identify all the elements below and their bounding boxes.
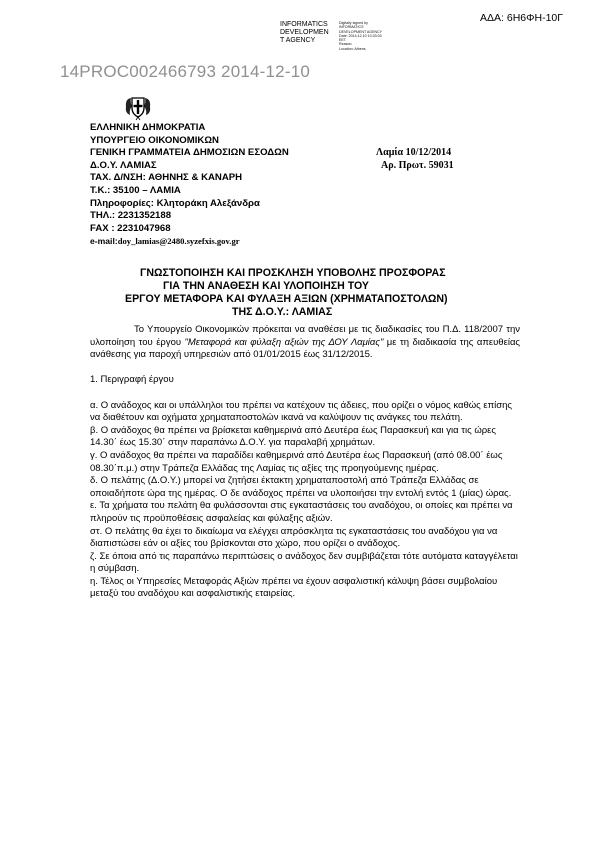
title-line: ΤΗΣ Δ.Ο.Υ.: ΛΑΜΙΑΣ [232, 306, 333, 318]
signature-name [280, 21, 336, 45]
signature-detail-line: Location: Athens [339, 46, 366, 51]
list-item: η. Τέλος οι Υπηρεσίες Μεταφοράς Αξιών πρέπει να έχουν ασφαλιστική κάλυψη βάσει συμβολαίου μεταξύ του αναδόχου και ασφαλιστικής εταιρείας. [90, 575, 498, 600]
signature-name-line: DEVELOPMEN [280, 29, 329, 36]
protocol-number: Αρ. Πρωτ. 59031 [381, 160, 454, 171]
signature-detail-line: INFORMATICS [339, 25, 364, 30]
title-line: ΓΝΩΣΤΟΠΟΙΗΣΗ ΚΑΙ ΠΡΟΣΚΛΗΣΗ ΥΠΟΒΟΛΗΣ ΠΡΟΣΦΟΡΑΣ [140, 267, 446, 279]
signature-detail-line: DEVELOPMENT AGENCY [339, 29, 383, 34]
document-date: Λαμία 10/12/2014 [376, 147, 452, 158]
signature-detail-line: Reason: [339, 42, 353, 47]
list-item: στ. Ο πελάτης θα έχει το δικαίωμα να ελέγχει απρόσκλητα τις εγκαταστάσεις του αναδόχου για να διαπιστώσει εάν οι αξίες του βρίσκονται στο χώρο, που ορίζει ο ανάδοχος. [90, 525, 498, 550]
procurement-id: 14PROC002466793 2014-12-10 [60, 62, 310, 81]
project-title: "Μεταφορά και φύλαξη αξιών της ΔΟΥ Λαμίας" [184, 336, 384, 348]
email-row [90, 235, 289, 249]
list-item: δ. Ο πελάτης (Δ.Ο.Υ.) μπορεί να ζητήσει έκτακτη χρηματαποστολή από Τράπεζα Ελλάδας σε οποιαδήποτε ώρα της ημέρας. Ο δε ανάδοχος πρέπει να υλοποιήσει την εντολή εντός 1 (μίας) ώρας. [90, 475, 512, 499]
header-line: FAX : 2231047968 [90, 222, 171, 234]
section-heading: 1. Περιγραφή έργου [90, 374, 174, 386]
list-item: γ. Ο ανάδοχος θα πρέπει να παραδίδει καθημερινά από Δευτέρα έως Παρασκευή (από 08.00΄ έως 08.30΄π.μ.) στην Τράπεζα Ελλάδας της Λαμίας τις αξίες της προηγούμενης ημέρας. [90, 449, 503, 474]
signature-detail-line: EET [339, 38, 346, 43]
header-line: Δ.Ο.Υ. ΛΑΜΙΑΣ [90, 159, 157, 171]
intro-text: Το Υπουργείο Οικονομικών πρόκειται να αναθέσει με τις διαδικασίες του Π.Δ. 118/2007 την υλοποίηση του έργου [90, 324, 520, 348]
header-line: ΓΕΝΙΚΗ ΓΡΑΜΜΑΤΕΙΑ ΔΗΜΟΣΙΩΝ ΕΣΟΔΩΝ [90, 147, 289, 159]
header-line: Τ.Κ.: 35100 – ΛΑΜΙΑ [90, 184, 181, 196]
signature-name-line: INFORMATICS [280, 21, 328, 28]
list-item: α. Ο ανάδοχος και οι υπάλληλοι του πρέπει να κατέχουν τις άδειες, που ορίζει ο νόμος καθώς επίσης να διαθέτουν και οχήματα χρηματαποστολών ικανά να καλύψουν τις ανάγκες του πελάτη. [90, 399, 512, 424]
list-item: ε. Τα χρήματα του πελάτη θα φυλάσσονται στις εγκαταστάσεις του αναδόχου, οι οποίες και πρέπει να πληρούν τις προϋποθέσεις ασφαλείας και φύλαξης αξιών. [90, 500, 513, 524]
title-line: ΓΙΑ ΤΗΝ ΑΝΑΘΕΣΗ ΚΑΙ ΥΛΟΠΟΙΗΣΗ ΤΟΥ [163, 280, 369, 292]
intro-text: με τη διαδικασία της απευθείας ανάθεσης για παροχή υπηρεσιών από 01/01/2015 έως 31/12/2015. [90, 336, 521, 361]
issuer-header [90, 122, 289, 249]
signature-name-line: T AGENCY [280, 37, 316, 44]
header-line: ΤΑΧ. Δ/ΝΣΗ: ΑΘΗΝΗΣ & ΚΑΝΑΡΗ [90, 172, 243, 184]
date-protocol-block [376, 146, 454, 172]
header-line: ΥΠΟΥΡΓΕΙΟ ΟΙΚΟΝΟΜΙΚΩΝ [90, 134, 219, 146]
ada-code: ΑΔΑ: 6Η6ΦΗ-10Γ [480, 12, 564, 24]
signature-detail-line: Digitally signed by [339, 21, 368, 25]
header-line: ΕΛΛΗΝΙΚΗ ΔΗΜΟΚΡΑΤΙΑ [90, 122, 206, 133]
requirements-list [90, 400, 520, 602]
intro-paragraph [90, 324, 520, 362]
title-line: ΕΡΓΟΥ ΜΕΤΑΦΟΡΑ ΚΑΙ ΦΥΛΑΞΗ ΑΞΙΩΝ (ΧΡΗΜΑΤΑΠΟΣΤΟΛΩΝ) [125, 293, 448, 305]
header-line: Πληροφορίες: Κλητοράκη Αλεξάνδρα [90, 197, 260, 209]
email-label: e-mail: [90, 236, 118, 247]
list-item: ζ. Σε όποια από τις παραπάνω περιπτώσεις ο ανάδοχος δεν συμβιβάζεται τότε αυτόματα καταγγέλεται η σύμβαση. [90, 550, 518, 575]
signature-detail-line: Date: 2014.12.10 10:33:03 [339, 33, 382, 38]
email-value: doy_lamias@2480.syzefxis.gov.gr [117, 236, 240, 247]
greek-emblem-icon [122, 93, 154, 121]
signature-details [339, 21, 409, 51]
list-item: β. Ο ανάδοχος θα πρέπει να βρίσκεται καθημερινά από Δευτέρα έως Παρασκευή και για τις ώρες 14.30΄ έως 15.30΄ στην παραπάνω Δ.Ο.Υ. για παραλαβή χρημάτων. [90, 424, 496, 449]
header-line: ΤΗΛ.: 2231352188 [90, 210, 172, 222]
document-body [90, 324, 520, 601]
